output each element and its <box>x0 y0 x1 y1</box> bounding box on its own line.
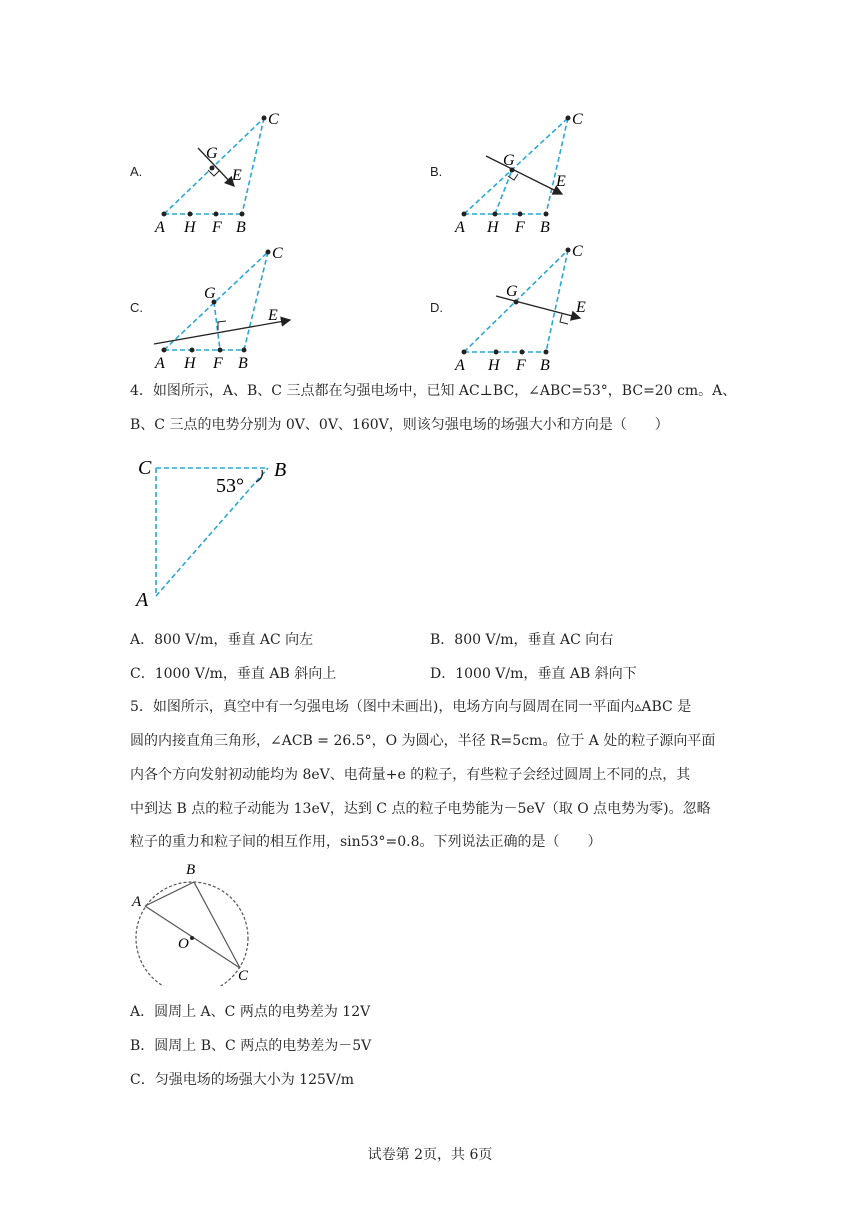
label-c: C <box>138 457 152 479</box>
q4-stem-line-1: 4．如图所示，A、B、C 三点都在匀强电场中，已知 AC⊥BC，∠ABC=53°，BC=20 cm。A、 <box>130 383 737 399</box>
q4-option-a[interactable]: A．800 V/m，垂直 AC 向左 <box>130 632 314 648</box>
label-h: H <box>184 219 196 236</box>
q3-figure-c <box>150 240 300 374</box>
label-a: A <box>132 894 142 910</box>
label-e: E <box>576 299 586 316</box>
q4-option-b[interactable]: B．800 V/m，垂直 AC 向右 <box>430 632 614 648</box>
q5-stem-line-4: 中到达 B 点的粒子动能为 13eV，达到 C 点的粒子电势能为－5eV（取 O 点电势为零)。忽略 <box>130 801 711 817</box>
label-e: E <box>232 167 242 184</box>
label-e: E <box>556 173 566 190</box>
field-arrow-e <box>486 156 562 194</box>
q5-stem-line-2: 圆的内接直角三角形，∠ACB = 26.5°，O 为圆心，半径 R=5cm。位于 A 处的粒子源向平面 <box>130 733 716 749</box>
label-c: C <box>572 243 583 260</box>
q5-stem-line-5: 粒子的重力和粒子间的相互作用，sin53°=0.8。下列说法正确的是（ ） <box>130 834 602 850</box>
label-a: A <box>136 589 149 611</box>
label-g: G <box>503 152 515 169</box>
label-f: F <box>213 355 223 372</box>
label-b: B <box>186 862 196 878</box>
label-a: A <box>155 355 165 372</box>
label-f: F <box>212 219 222 236</box>
q5-stem-line-3: 内各个方向发射初动能均为 8eV、电荷量+e 的粒子，有些粒子会经过圆周上不同的点，其 <box>130 767 691 783</box>
q5-figure <box>128 856 268 986</box>
label-c: C <box>268 111 279 128</box>
q3-option-d-label: D. <box>430 300 443 315</box>
label-b: B <box>274 459 287 481</box>
q3-figure-b <box>450 108 590 238</box>
q5-option-b[interactable]: B．圆周上 B、C 两点的电势差为－5V <box>130 1038 372 1054</box>
q4-option-d[interactable]: D．1000 V/m，垂直 AB 斜向下 <box>430 666 637 682</box>
label-c: C <box>572 111 583 128</box>
label-h: H <box>488 357 500 374</box>
label-g: G <box>206 145 218 162</box>
label-e: E <box>268 307 278 324</box>
q4-figure <box>128 450 298 615</box>
q3-figure-d <box>450 240 600 374</box>
angle-label: 53° <box>216 475 244 497</box>
q5-stem-line-1: 5．如图所示，真空中有一匀强电场（图中未画出)，电场方向与圆周在同一平面内▵ABC 是 <box>130 699 692 715</box>
label-g: G <box>204 285 216 302</box>
label-a: A <box>155 219 165 236</box>
q5-option-c[interactable]: C．匀强电场的场强大小为 125V/m <box>130 1072 354 1088</box>
label-c: C <box>272 245 283 262</box>
label-h: H <box>487 219 499 236</box>
label-o: O <box>178 936 189 952</box>
label-a: A <box>455 219 465 236</box>
label-b: B <box>540 219 550 236</box>
q3-option-a-label: A. <box>130 164 143 179</box>
label-f: F <box>515 219 525 236</box>
q3-figure-a <box>150 108 290 238</box>
q5-option-a[interactable]: A．圆周上 A、C 两点的电势差为 12V <box>130 1004 371 1020</box>
q3-option-c-label: C. <box>130 300 143 315</box>
label-g: G <box>506 283 518 300</box>
label-a: A <box>455 357 465 374</box>
label-c: C <box>238 968 249 984</box>
label-b: B <box>236 219 246 236</box>
q4-stem-line-2: B、C 三点的电势分别为 0V、0V、160V，则该匀强电场的场强大小和方向是（ ） <box>130 417 669 433</box>
q4-option-c[interactable]: C．1000 V/m，垂直 AB 斜向上 <box>130 666 337 682</box>
q3-option-b-label: B. <box>430 164 443 179</box>
label-b: B <box>540 357 550 374</box>
label-b: B <box>238 355 248 372</box>
page-footer: 试卷第 2页，共 6页 <box>367 1147 493 1163</box>
label-h: H <box>184 355 196 372</box>
label-f: F <box>516 357 526 374</box>
